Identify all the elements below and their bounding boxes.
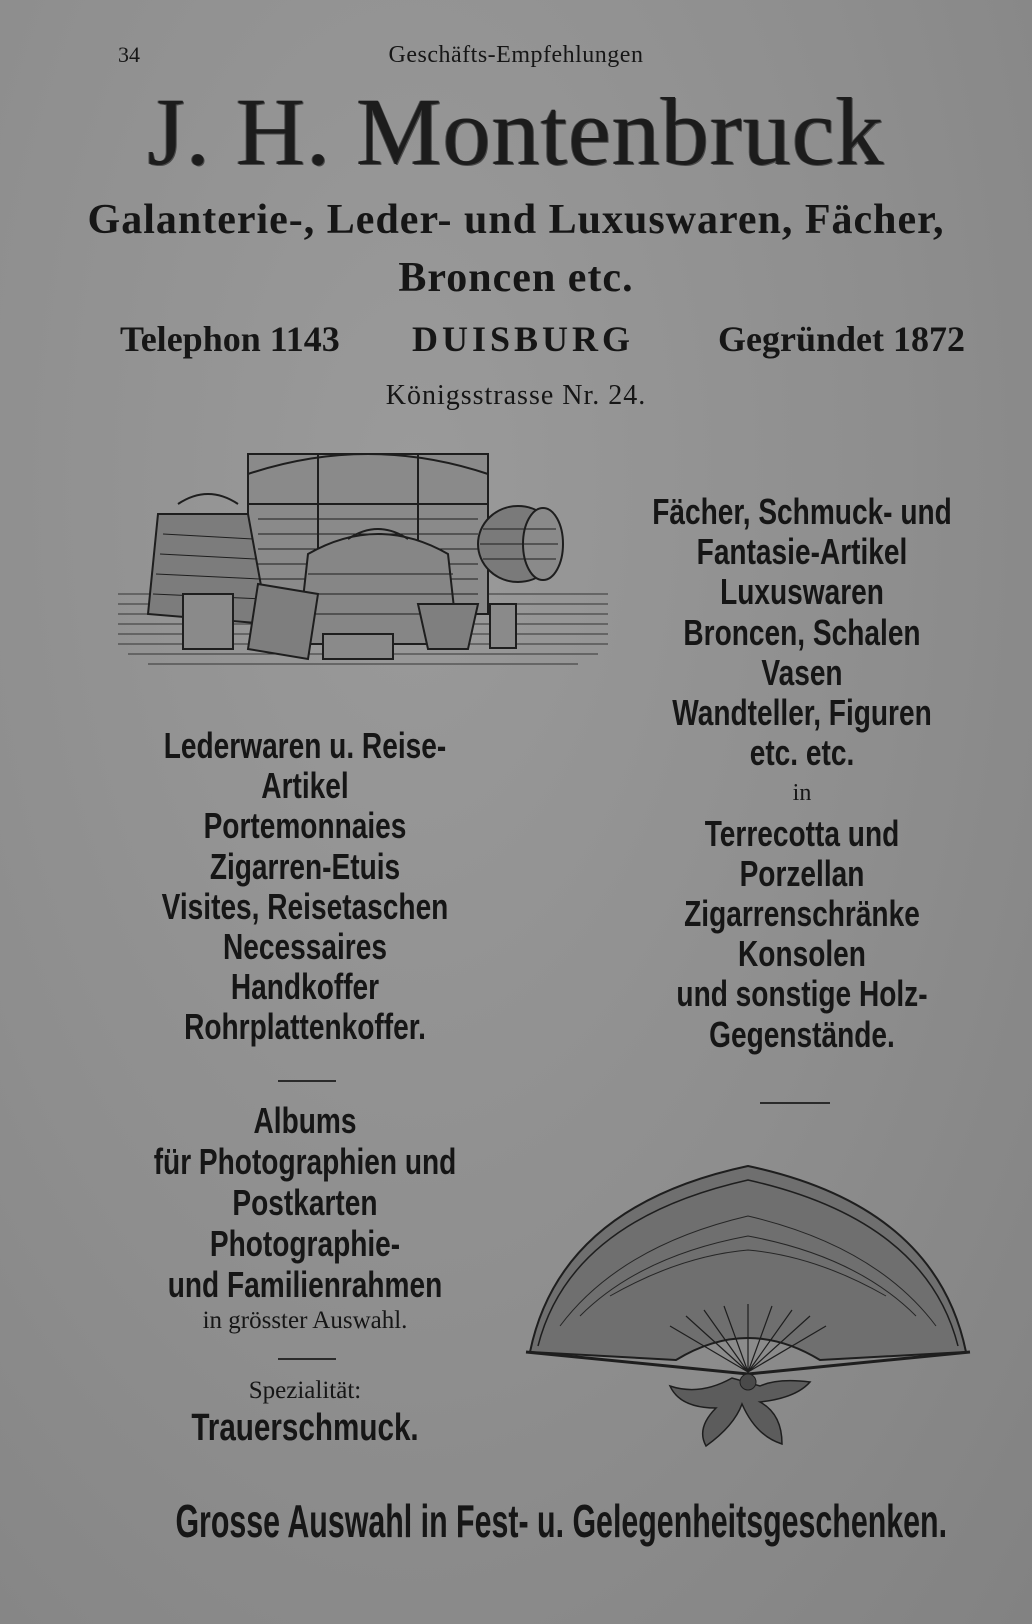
albums-block: [100, 1100, 510, 1337]
albums-line: und Familienrahmen: [167, 1264, 443, 1305]
left-line: Visites, Reisetaschen: [161, 885, 449, 927]
albums-line: Photographie-: [209, 1223, 401, 1264]
right-line: Luxuswaren: [720, 571, 884, 613]
right-line: Vasen: [761, 651, 843, 693]
speciality-label: Spezialität:: [248, 1377, 362, 1404]
fan-illustration: [520, 1146, 976, 1456]
right-line: Konsolen: [738, 933, 866, 975]
albums-note: in grösster Auswahl.: [202, 1307, 408, 1334]
right-line: in: [792, 780, 812, 807]
right-line: Broncen, Schalen: [683, 611, 921, 653]
footer-slogan: Grosse Auswahl in Fest- u. Gelegenheitsgeschenken.: [175, 1495, 948, 1547]
left-column-list: [100, 726, 510, 1048]
goods-line-2: Broncen etc.: [398, 255, 634, 301]
footer-slogan-block: [0, 1494, 1032, 1548]
left-line: Handkoffer: [230, 966, 380, 1008]
left-line: Portemonnaies: [203, 805, 407, 847]
divider-left-1: [278, 1080, 336, 1082]
divider-right: [760, 1102, 830, 1104]
right-line: und sonstige Holz-: [676, 973, 928, 1015]
firm-name: J. H. Montenbruck: [147, 78, 885, 185]
telephone: Telephon 1143: [120, 319, 340, 359]
left-line: Rohrplattenkoffer.: [184, 1006, 426, 1048]
right-line: Porzellan: [739, 852, 865, 894]
goods-line-1: Galanterie-, Leder- und Luxuswaren, Fächer,: [87, 197, 945, 243]
albums-line: Postkarten: [232, 1182, 378, 1223]
left-line: Necessaires: [223, 926, 387, 968]
speciality-block: [100, 1374, 510, 1448]
albums-line: Albums: [253, 1100, 357, 1141]
right-line: Wandteller, Figuren: [672, 692, 932, 734]
right-line: Terrecotta und: [704, 812, 900, 854]
right-line: etc. etc.: [749, 732, 855, 774]
right-line: Fantasie-Artikel: [696, 531, 908, 573]
address: Königsstrasse Nr. 24.: [385, 380, 647, 411]
speciality-value: Trauerschmuck.: [191, 1407, 419, 1449]
running-head: Geschäfts-Empfehlungen: [388, 42, 644, 68]
city: DUISBURG: [412, 319, 635, 359]
right-line: Gegenstände.: [709, 1013, 895, 1055]
right-line: Fächer, Schmuck- und: [652, 491, 952, 532]
left-line: Artikel: [261, 765, 349, 807]
luggage-illustration: [118, 444, 608, 694]
divider-left-2: [278, 1358, 336, 1360]
page-number: 34: [118, 42, 140, 67]
left-line: Zigarren-Etuis: [209, 845, 401, 887]
right-column-list: [592, 492, 1012, 1055]
left-line: Lederwaren u. Reise-: [163, 725, 447, 766]
albums-line: für Photographien und: [153, 1141, 457, 1182]
founded-year: Gegründet 1872: [718, 319, 965, 359]
right-line: Zigarrenschränke: [684, 893, 920, 935]
